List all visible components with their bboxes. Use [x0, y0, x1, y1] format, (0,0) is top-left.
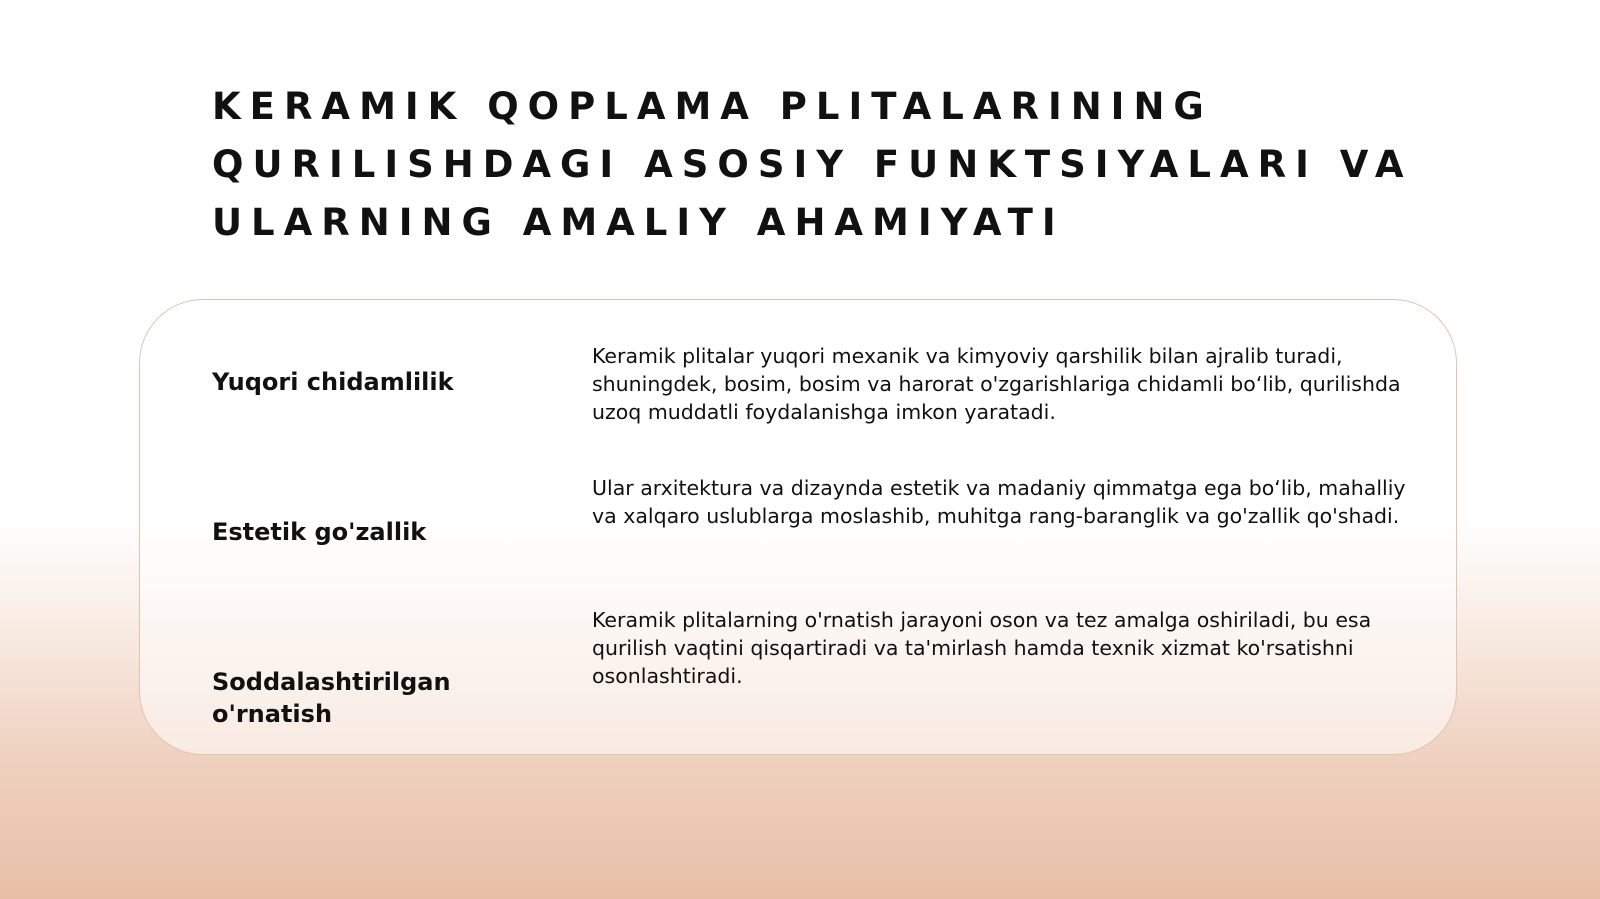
row-label-installation: Soddalashtirilgan o'rnatish — [212, 668, 451, 728]
row-label-aesthetics: Estetik go'zallik — [212, 518, 427, 546]
row-description-aesthetics: Ular arxitektura va dizaynda estetik va madaniy qimmatga ega bo‘lib, mahalliy va xalqaro uslublarga moslashib, muhitga rang-baranglik va go'zallik qo'shadi. — [592, 476, 1406, 528]
page-title: KERAMIK QOPLAMA PLITALARINING QURILISHDAGI ASOSIY FUNKTSIYALARI VA ULARNING AMALIY AHAMIYATI — [212, 85, 1413, 244]
row-description-installation: Keramik plitalarning o'rnatish jarayoni oson va tez amalga oshiriladi, bu esa qurilish vaqtini qisqartiradi va ta'mirlash hamda texnik xizmat ko'rsatishni osonlashtiradi. — [592, 608, 1372, 688]
row-label-durability: Yuqori chidamlilik — [212, 368, 454, 396]
row-description-durability: Keramik plitalar yuqori mexanik va kimyoviy qarshilik bilan ajralib turadi, shuningdek, bosim, bosim va harorat o'zgarishlariga chidamli bo‘lib, qurilishda uzoq muddatli foydalanishga imkon yaratadi. — [592, 344, 1401, 424]
